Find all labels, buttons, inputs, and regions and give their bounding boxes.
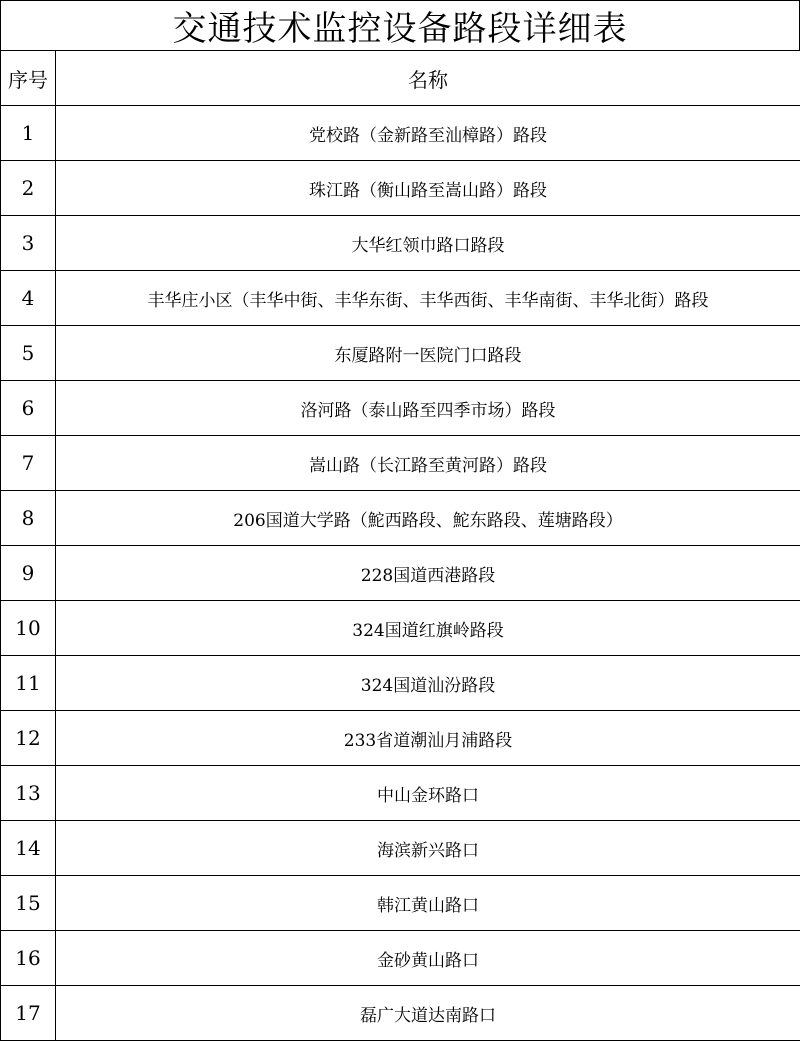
row-name-cell[interactable]: 党校路（金新路至汕樟路）路段 — [56, 106, 800, 161]
row-index-cell[interactable]: 12 — [1, 711, 56, 766]
table-row — [1, 601, 800, 656]
row-index-cell[interactable]: 14 — [1, 821, 56, 876]
row-name-cell[interactable]: 228国道西港路段 — [56, 546, 800, 601]
row-index-cell[interactable]: 10 — [1, 601, 56, 656]
row-index-cell[interactable]: 2 — [1, 161, 56, 216]
table-row — [1, 106, 800, 161]
row-name-cell[interactable]: 324国道红旗岭路段 — [56, 601, 800, 656]
row-index-cell[interactable]: 16 — [1, 931, 56, 986]
row-index-cell[interactable]: 1 — [1, 106, 56, 161]
header-index-cell[interactable]: 序号 — [1, 51, 56, 106]
table-row — [1, 381, 800, 436]
row-name-cell[interactable]: 洛河路（泰山路至四季市场）路段 — [56, 381, 800, 436]
row-index-cell[interactable]: 13 — [1, 766, 56, 821]
row-name-cell[interactable]: 大华红领巾路口路段 — [56, 216, 800, 271]
row-name-cell[interactable]: 中山金环路口 — [56, 766, 800, 821]
row-name-cell[interactable]: 金砂黄山路口 — [56, 931, 800, 986]
row-index-cell[interactable]: 6 — [1, 381, 56, 436]
table-row — [1, 656, 800, 711]
table-row — [1, 821, 800, 876]
row-index-cell[interactable]: 11 — [1, 656, 56, 711]
table-row — [1, 986, 800, 1041]
table-row — [1, 161, 800, 216]
header-name-cell[interactable]: 名称 — [56, 51, 800, 106]
header-row — [1, 51, 800, 106]
row-index-cell[interactable]: 7 — [1, 436, 56, 491]
row-name-cell[interactable]: 东厦路附一医院门口路段 — [56, 326, 800, 381]
row-index-cell[interactable]: 3 — [1, 216, 56, 271]
table-row — [1, 931, 800, 986]
row-index-cell[interactable]: 9 — [1, 546, 56, 601]
monitoring-table — [0, 50, 800, 1041]
table-row — [1, 271, 800, 326]
row-name-cell[interactable]: 珠江路（衡山路至嵩山路）路段 — [56, 161, 800, 216]
row-name-cell[interactable]: 海滨新兴路口 — [56, 821, 800, 876]
row-index-cell[interactable]: 17 — [1, 986, 56, 1041]
table-row — [1, 876, 800, 931]
table-row — [1, 216, 800, 271]
row-name-cell[interactable]: 磊广大道达南路口 — [56, 986, 800, 1041]
row-name-cell[interactable]: 324国道汕汾路段 — [56, 656, 800, 711]
row-name-cell[interactable]: 206国道大学路（鮀西路段、鮀东路段、莲塘路段） — [56, 491, 800, 546]
table-row — [1, 546, 800, 601]
table-title[interactable]: 交通技术监控设备路段详细表 — [0, 0, 800, 51]
table-row — [1, 436, 800, 491]
row-name-cell[interactable]: 丰华庄小区（丰华中街、丰华东街、丰华西街、丰华南街、丰华北街）路段 — [56, 271, 800, 326]
row-name-cell[interactable]: 233省道潮汕月浦路段 — [56, 711, 800, 766]
row-name-cell[interactable]: 嵩山路（长江路至黄河路）路段 — [56, 436, 800, 491]
table-row — [1, 711, 800, 766]
table-row — [1, 766, 800, 821]
row-index-cell[interactable]: 4 — [1, 271, 56, 326]
row-index-cell[interactable]: 5 — [1, 326, 56, 381]
row-index-cell[interactable]: 15 — [1, 876, 56, 931]
table-row — [1, 491, 800, 546]
row-index-cell[interactable]: 8 — [1, 491, 56, 546]
row-name-cell[interactable]: 韩江黄山路口 — [56, 876, 800, 931]
table-row — [1, 326, 800, 381]
